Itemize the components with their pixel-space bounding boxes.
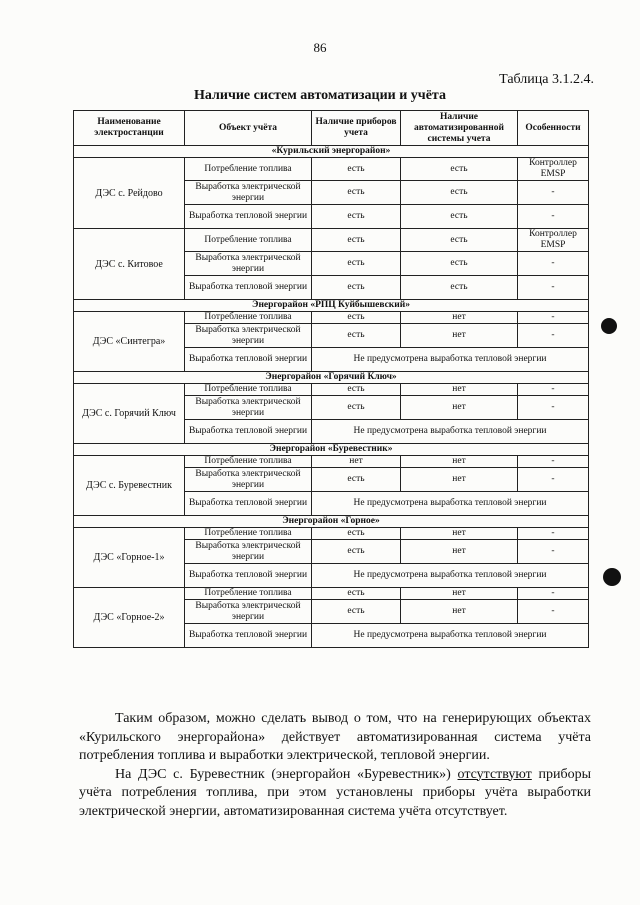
notes-cell: -	[518, 456, 589, 468]
notes-cell: -	[518, 181, 589, 205]
notes-cell: -	[518, 540, 589, 564]
group-title: Энергорайон «РПЦ Куйбышевский»	[74, 300, 589, 312]
object-cell: Выработка тепловой энергии	[185, 624, 312, 648]
page-number: 86	[313, 40, 327, 55]
object-cell: Потребление топлива	[185, 528, 312, 540]
object-cell: Выработка электрической энергии	[185, 396, 312, 420]
paragraph-2-start: На ДЭС с. Буревестник (энергорайон «Буревестник»)	[115, 766, 458, 782]
system-cell: есть	[401, 276, 518, 300]
object-cell: Выработка электрической энергии	[185, 600, 312, 624]
binder-hole-top	[601, 318, 617, 334]
object-cell: Выработка тепловой энергии	[185, 276, 312, 300]
group-row	[74, 300, 589, 312]
meters-cell: есть	[312, 312, 401, 324]
notes-cell: -	[518, 588, 589, 600]
group-row	[74, 444, 589, 456]
system-cell: есть	[401, 181, 518, 205]
table-row	[74, 588, 589, 600]
header-object: Объект учёта	[185, 111, 312, 146]
notes-cell: Контроллер EMSP	[518, 229, 589, 252]
notes-cell: -	[518, 276, 589, 300]
header-station: Наименование электростанции	[74, 111, 185, 146]
object-cell: Потребление топлива	[185, 456, 312, 468]
meters-cell: есть	[312, 600, 401, 624]
system-cell: нет	[401, 600, 518, 624]
group-title: «Курильский энергорайон»	[74, 146, 589, 158]
group-title: Энергорайон «Буревестник»	[74, 444, 589, 456]
system-cell: нет	[401, 540, 518, 564]
meters-cell: есть	[312, 252, 401, 276]
system-cell: нет	[401, 312, 518, 324]
object-cell: Потребление топлива	[185, 312, 312, 324]
object-cell: Потребление топлива	[185, 384, 312, 396]
object-cell: Потребление топлива	[185, 158, 312, 181]
system-cell: нет	[401, 324, 518, 348]
object-cell: Выработка электрической энергии	[185, 540, 312, 564]
notes-cell: -	[518, 600, 589, 624]
merged-note-cell: Не предусмотрена выработка тепловой энергии	[312, 492, 589, 516]
group-row	[74, 372, 589, 384]
meters-cell: есть	[312, 205, 401, 229]
meters-cell: есть	[312, 181, 401, 205]
object-cell: Выработка электрической энергии	[185, 252, 312, 276]
meters-cell: есть	[312, 384, 401, 396]
notes-cell: Контроллер EMSP	[518, 158, 589, 181]
table-row	[74, 456, 589, 468]
meters-cell: есть	[312, 468, 401, 492]
header-notes: Особенности	[518, 111, 589, 146]
meters-cell: есть	[312, 229, 401, 252]
paragraph-2	[79, 766, 591, 822]
table-row	[74, 312, 589, 324]
table-row	[74, 229, 589, 252]
paragraph-1: Таким образом, можно сделать вывод о том, что на генерирующих объектах «Курильского энергорайона» действует автоматизированная система учёта потребления топлива и выработки электрической, тепловой энергии.	[79, 711, 591, 763]
system-cell: есть	[401, 205, 518, 229]
station-name: ДЭС «Синтегра»	[74, 312, 185, 372]
table-body	[74, 146, 589, 648]
system-cell: нет	[401, 528, 518, 540]
notes-cell: -	[518, 396, 589, 420]
merged-note-cell: Не предусмотрена выработка тепловой энергии	[312, 564, 589, 588]
group-row	[74, 516, 589, 528]
object-cell: Выработка тепловой энергии	[185, 348, 312, 372]
station-name: ДЭС с. Буревестник	[74, 456, 185, 516]
system-cell: нет	[401, 396, 518, 420]
paragraph-2-end: приборы учёта потребления топлива, при этом установлены приборы учёта выработки электрической энергии, автоматизированная система учёта отсутствует.	[79, 766, 592, 819]
object-cell: Выработка тепловой энергии	[185, 564, 312, 588]
notes-cell: -	[518, 528, 589, 540]
station-name: ДЭС с. Китовое	[74, 229, 185, 300]
notes-cell: -	[518, 312, 589, 324]
header-meters: Наличие приборов учета	[312, 111, 401, 146]
meters-cell: есть	[312, 396, 401, 420]
system-cell: есть	[401, 158, 518, 181]
table-label: Таблица 3.1.2.4.	[499, 72, 594, 87]
system-cell: нет	[401, 588, 518, 600]
object-cell: Потребление топлива	[185, 229, 312, 252]
meters-cell: есть	[312, 540, 401, 564]
meters-cell: есть	[312, 324, 401, 348]
paragraph-2-underlined: отсутствуют	[457, 766, 532, 782]
notes-cell: -	[518, 205, 589, 229]
station-name: ДЭС «Горное-2»	[74, 588, 185, 648]
object-cell: Выработка электрической энергии	[185, 324, 312, 348]
merged-note-cell: Не предусмотрена выработка тепловой энергии	[312, 420, 589, 444]
group-title: Энергорайон «Горячий Ключ»	[74, 372, 589, 384]
table-row	[74, 158, 589, 181]
group-row	[74, 146, 589, 158]
station-name: ДЭС с. Рейдово	[74, 158, 185, 229]
meters-cell: есть	[312, 588, 401, 600]
notes-cell: -	[518, 384, 589, 396]
system-cell: нет	[401, 384, 518, 396]
table-title: Наличие систем автоматизации и учёта	[194, 88, 446, 103]
merged-note-cell: Не предусмотрена выработка тепловой энергии	[312, 624, 589, 648]
station-name: ДЭС с. Горячий Ключ	[74, 384, 185, 444]
system-cell: есть	[401, 252, 518, 276]
table-row	[74, 528, 589, 540]
notes-cell: -	[518, 252, 589, 276]
object-cell: Потребление топлива	[185, 588, 312, 600]
notes-cell: -	[518, 468, 589, 492]
object-cell: Выработка тепловой энергии	[185, 205, 312, 229]
header-system: Наличие автоматизированной системы учета	[401, 111, 518, 146]
station-name: ДЭС «Горное-1»	[74, 528, 185, 588]
object-cell: Выработка тепловой энергии	[185, 420, 312, 444]
conclusion-text	[79, 710, 591, 821]
meters-cell: есть	[312, 528, 401, 540]
table-header-row	[74, 111, 589, 146]
object-cell: Выработка электрической энергии	[185, 468, 312, 492]
meters-cell: нет	[312, 456, 401, 468]
meters-cell: есть	[312, 276, 401, 300]
automation-table	[73, 110, 589, 648]
notes-cell: -	[518, 324, 589, 348]
system-cell: нет	[401, 456, 518, 468]
system-cell: есть	[401, 229, 518, 252]
binder-hole-bottom	[603, 568, 621, 586]
object-cell: Выработка тепловой энергии	[185, 492, 312, 516]
group-title: Энергорайон «Горное»	[74, 516, 589, 528]
meters-cell: есть	[312, 158, 401, 181]
table-row	[74, 384, 589, 396]
merged-note-cell: Не предусмотрена выработка тепловой энергии	[312, 348, 589, 372]
object-cell: Выработка электрической энергии	[185, 181, 312, 205]
system-cell: нет	[401, 468, 518, 492]
